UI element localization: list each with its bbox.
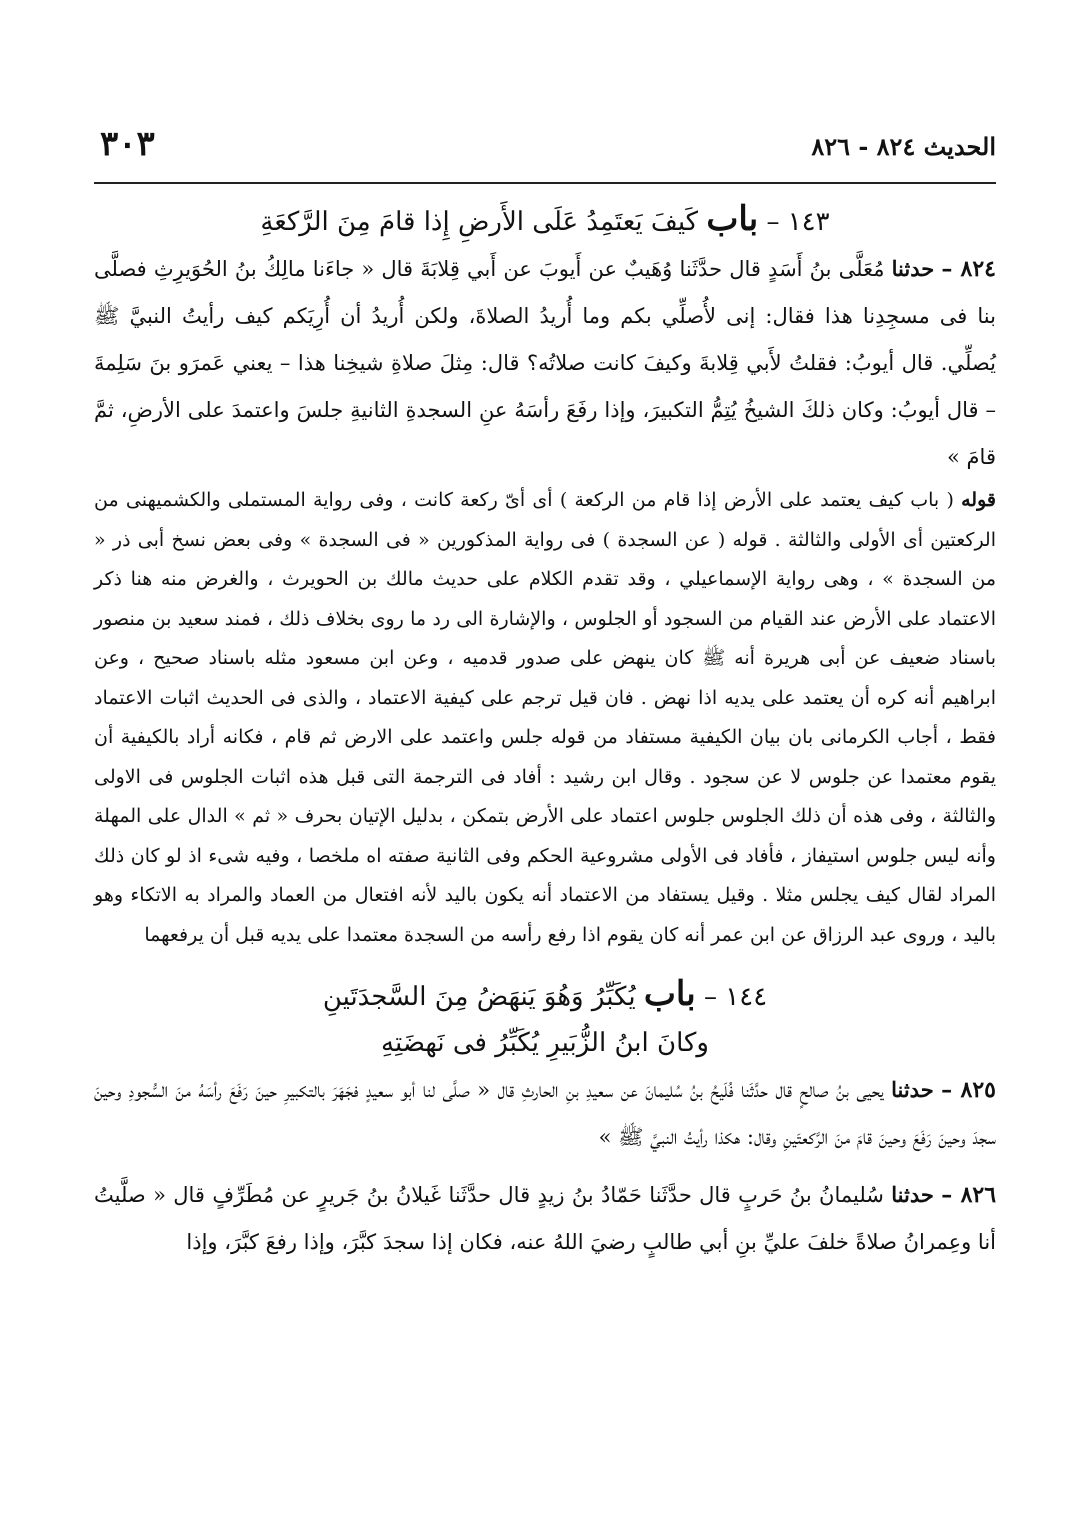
hadith-number: ٨٢٥ – bbox=[941, 1077, 996, 1103]
hadith-825 bbox=[94, 1066, 996, 1161]
chapter-title: كَيفَ يَعتَمِدُ عَلَى الأَرضِ إِذا قامَ مِنَ الرَّكعَةِ bbox=[260, 207, 699, 237]
hadith-826 bbox=[94, 1171, 996, 1266]
running-title: الحديث ٨٢٤ - ٨٢٦ bbox=[811, 132, 996, 161]
page-body bbox=[94, 196, 996, 1266]
chapter-number: ١٤٤ – bbox=[704, 982, 768, 1012]
hadith-text: مُعَلَّى بنُ أَسَدٍ قال حدَّثَنا وُهَيبٌ عن أَيوبَ عن أَبي قِلابَةَ قال « جاءَنا مالِكُ بنُ الحُوَيرِثِ فصلَّى بنا فى مسجِدِنا هذا فقال: إنى لأُصلِّي بكم وما أُريدُ الصلاةَ، ولكن أُريدُ أن أُرِيَكم كيف رأيتُ النبيَّ ﷺ يُصلِّي. قال أيوبُ: فقلتُ لأَبي قِلابةَ وكيفَ كانت صلاتُه؟ قال: مِثلَ صلاةِ شيخِنا هذا – يعني عَمرَو بنَ سَلِمةَ – قال أيوبُ: وكان ذلكَ الشيخُ يُتِمُّ التكبيرَ، وإذا رفَعَ رأسَهُ عنِ السجدةِ الثانيةِ جلسَ واعتمدَ على الأرضِ، ثمَّ قامَ » bbox=[94, 257, 996, 469]
hadith-text: سُليمانُ بنُ حَربٍ قال حدَّثَنا حَمّادُ بنُ زيدٍ قال حدَّثَنا غَيلانُ بنُ جَريرٍ عن مُطَرِّفٍ قال « صلَّيتُ أنا وعِمرانُ صلاةً خلفَ عليِّ بنِ أبي طالبٍ رضيَ اللهُ عنه، فكان إذا سجدَ كبَّرَ، وإذا رفعَ كبَّرَ، وإذا bbox=[94, 1183, 996, 1254]
chapter-word: باب bbox=[706, 199, 759, 239]
hadith-lead: حدثنا bbox=[891, 1182, 934, 1207]
chapter-subtitle-144: وكانَ ابنُ الزُّبَيرِ يُكَبِّرُ فى نَهضَتِهِ bbox=[381, 1028, 709, 1058]
chapter-heading-144 bbox=[94, 971, 996, 1020]
hadith-number: ٨٢٤ – bbox=[941, 256, 996, 282]
chapter-title: يُكَبِّرُ وَهُوَ يَنهَضُ مِنَ السَّجدَتَينِ bbox=[322, 982, 636, 1012]
commentary-text: ( باب كيف يعتمد على الأرض إذا قام من الركعة ) أى أىّ ركعة كانت ، وفى رواية المستملى والكشميهنى من الركعتين أى الأولى والثالثة . قوله ( عن السجدة ) فى رواية المذكورين « فى السجدة » وفى بعض نسخ أبى ذر « من السجدة » ، وهى رواية الإسماعيلي ، وقد تقدم الكلام على حديث مالك بن الحويرث ، والغرض منه هنا ذكر الاعتماد على الأرض عند القيام من السجود أو الجلوس ، والإشارة الى رد ما روى بخلاف ذلك ، فمند سعيد بن منصور باسناد ضعيف عن أبى هريرة أنه ﷺ كان ينهض على صدور قدميه ، وعن ابن مسعود مثله باسناد صحيح ، وعن ابراهيم أنه كره أن يعتمد على يديه اذا نهض . فان قيل ترجم على كيفية الاعتماد ، والذى فى الحديث اثبات الاعتماد فقط ، أجاب الكرمانى بان بيان الكيفية مستفاد من قوله جلس واعتمد على الارض ثم قام ، فكانه أراد بالكيفية أن يقوم معتمدا عن جلوس لا عن سجود . وقال ابن رشيد : أفاد فى الترجمة التى قبل هذه اثبات الجلوس فى الاولى والثالثة ، وفى هذه أن ذلك الجلوس جلوس اعتماد على الأرض بتمكن ، بدليل الإتيان بحرف « ثم » الدال على المهلة وأنه ليس جلوس استيفاز ، فأفاد فى الأولى مشروعية الحكم وفى الثانية صفته اه ملخصا ، وفيه شىء اذ لو كان ذلك المراد لقال كيف يجلس مثلا . وقيل يستفاد من الاعتماد أنه يكون باليد لأنه افتعال من العماد والمراد به الاتكاء وهو باليد ، وروى عبد الرزاق عن ابن عمر أنه كان يقوم اذا رفع رأسه من السجدة معتمدا على يديه قبل أن يرفعهما bbox=[94, 489, 997, 946]
hadith-lead: حدثنا bbox=[891, 256, 935, 281]
hadith-number: ٨٢٦ – bbox=[941, 1182, 997, 1208]
hadith-text: يحيى بنُ صالحٍ قال حدَّثَنا فُلَيحُ بنُ سُليمانَ عن سعيدِ بنِ الحارثِ قال « صلَّى لنا أبو سعيدٍ فجَهَرَ بالتكبيرِ حينَ رَفَعَ رأسَهُ منَ السُّجودِ وحينَ سجدَ وحينَ رَفَعَ وحينَ قامَ منَ الرَّكعتَينِ وقال: هكذا رأيتُ النبيَّ ﷺ » bbox=[94, 1078, 996, 1149]
page-header bbox=[94, 118, 996, 184]
spacer bbox=[94, 955, 996, 971]
header-rule bbox=[94, 182, 996, 184]
chapter-heading-143 bbox=[94, 196, 996, 245]
spacer bbox=[94, 1161, 996, 1171]
chapter-word: باب bbox=[643, 974, 696, 1014]
page-number: ٣٠٣ bbox=[100, 124, 155, 164]
hadith-824 bbox=[94, 245, 996, 481]
chapter-number: ١٤٣ – bbox=[766, 207, 830, 237]
commentary-824 bbox=[94, 481, 996, 955]
hadith-lead: حدثنا bbox=[891, 1077, 934, 1102]
commentary-lead: قوله bbox=[961, 489, 996, 511]
